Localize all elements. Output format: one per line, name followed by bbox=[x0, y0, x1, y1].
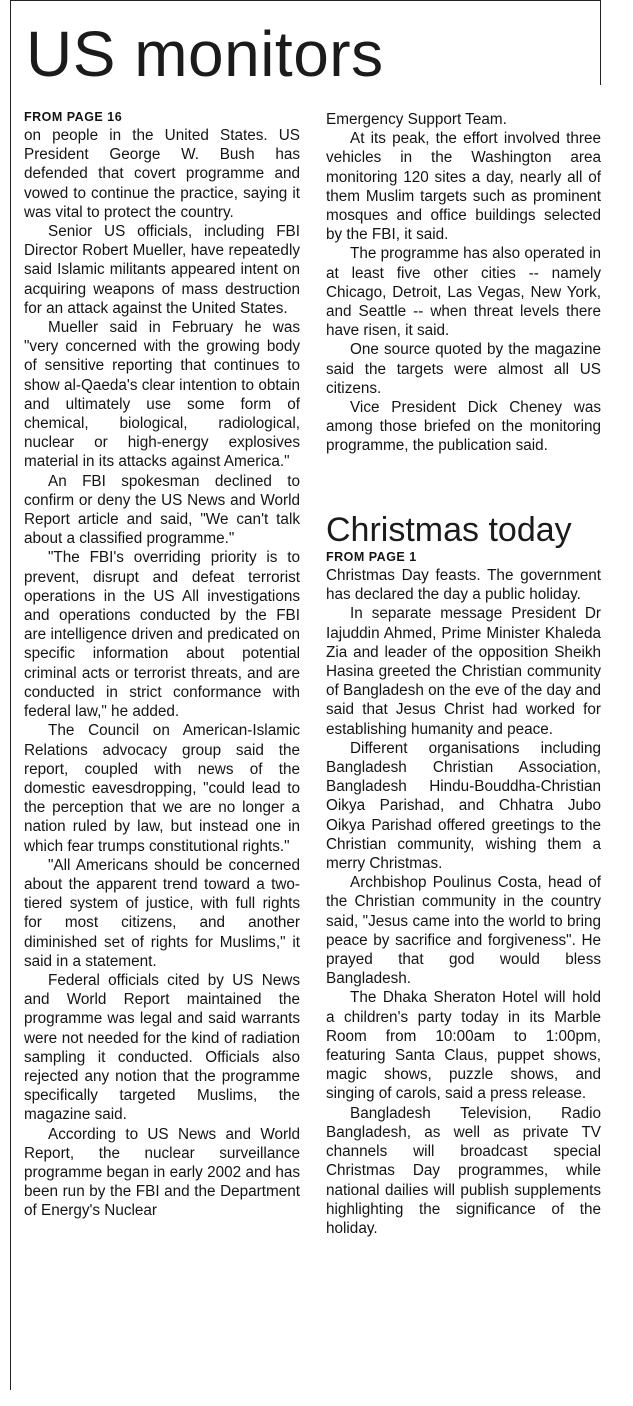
top-border-rule bbox=[10, 0, 600, 1]
story1-paragraph: One source quoted by the magazine said the targets were almost all US citizens. bbox=[326, 341, 601, 397]
story2-column bbox=[326, 510, 601, 1238]
story2-paragraph: Different organisations including Bangladesh Christian Association, Bangladesh Hindu-Bouddha-Christian Oikya Parishad, and Chhatra Jubo Oikya Parishad offered greetings to the Christian community, wishing them a merry Christmas. bbox=[326, 739, 601, 873]
story1-paragraph: "The FBI's overriding priority is to prevent, disrupt and defeat terrorist operations in the US All investigations and operations conducted by the FBI are intelligence driven and predicated on specific information about potential criminal acts or terrorist threats, and are conducted in strict conformance with federal law," he added. bbox=[24, 549, 300, 721]
story1-kicker: FROM PAGE 16 bbox=[24, 110, 123, 124]
story2-kicker: FROM PAGE 1 bbox=[326, 550, 417, 564]
story1-paragraph: Vice President Dick Cheney was among those briefed on the monitoring programme, the publication said. bbox=[326, 399, 601, 455]
story2-paragraph: The Dhaka Sheraton Hotel will hold a children's party today in its Marble Room from 10:00am to 1:00pm, featuring Santa Claus, puppet shows, magic shows, puzzle shows, and singing of carols, said a press release. bbox=[326, 989, 601, 1103]
story2-paragraph: Bangladesh Television, Radio Bangladesh, as well as private TV channels will broadcast special Christmas Day programmes, while national dailies will publish supplements highlighting the significance of the holiday. bbox=[326, 1104, 601, 1237]
story1-paragraph: The programme has also operated in at least five other cities -- namely Chicago, Detroit, Las Vegas, New York, and Seattle -- when threat levels there have risen, it said. bbox=[326, 245, 601, 340]
left-border-rule bbox=[10, 0, 11, 1390]
story1-paragraph: According to US News and World Report, the nuclear surveillance programme began in early 2002 and has been run by the FBI and the Department of Energy's Nuclear bbox=[24, 1125, 300, 1220]
story2-paragraph: In separate message President Dr Iajuddin Ahmed, Prime Minister Khaleda Zia and leader of the opposition Sheikh Hasina greeted the Christian community of Bangladesh on the eve of the day and said that Jesus Christ had worked for establishing humanity and peace. bbox=[326, 605, 601, 738]
story1-column-left bbox=[24, 110, 300, 1221]
story2-paragraph: Christmas Day feasts. The government has declared the day a public holiday. bbox=[326, 567, 601, 604]
story1-paragraph: Emergency Support Team. bbox=[326, 111, 507, 128]
story1-column-right bbox=[326, 110, 601, 456]
story1-paragraph: "All Americans should be concerned about the apparent trend toward a two-tiered system of justice, with full rights for most citizens, and another diminished set of rights for Muslims," it said in a statement. bbox=[24, 856, 300, 970]
story2-paragraph: Archbishop Poulinus Costa, head of the Christian community in the country said, "Jesus came into the world to bring peace by sacrifice and forgiveness". He prayed that god would bless Bangladesh. bbox=[326, 874, 601, 988]
story1-paragraph: Senior US officials, including FBI Director Robert Mueller, have repeatedly said Islamic militants appeared intent on acquiring weapons of mass destruction for an attack against the United States. bbox=[24, 223, 300, 317]
story1-paragraph: At its peak, the effort involved three vehicles in the Washington area monitoring 120 sites a day, nearly all of them Muslim targets such as prominent mosques and office buildings selected by the FBI, it said. bbox=[326, 130, 601, 244]
right-border-rule bbox=[600, 0, 601, 85]
story-headline-christmas-today: Christmas today bbox=[326, 511, 572, 549]
story-headline-us-monitors: US monitors bbox=[26, 18, 384, 90]
story1-paragraph: An FBI spokesman declined to confirm or deny the US News and World Report article and said, "We can't talk about a classified programme." bbox=[24, 472, 300, 548]
story1-paragraph: Mueller said in February he was "very concerned with the growing body of sensitive reporting that continues to show al-Qaeda's clear intention to obtain and ultimately use some form of chemical, biological, radiological, nuclear or high-energy explosives material in its attacks against America." bbox=[24, 319, 300, 471]
story1-paragraph: The Council on American-Islamic Relations advocacy group said the report, coupled with news of the domestic eavesdropping, "could lead to the perception that we are no longer a nation ruled by law, but instead one in which fear trumps constitutional rights." bbox=[24, 722, 300, 855]
story1-paragraph: on people in the United States. US President George W. Bush has defended that covert programme and vowed to continue the practice, saying it was vital to protect the country. bbox=[24, 127, 300, 221]
story1-paragraph: Federal officials cited by US News and World Report maintained the programme was legal and said warrants were not needed for the kind of radiation sampling it conducted. Officials also rejected any notion that the programme specifically targeted Muslims, the magazine said. bbox=[24, 971, 300, 1124]
